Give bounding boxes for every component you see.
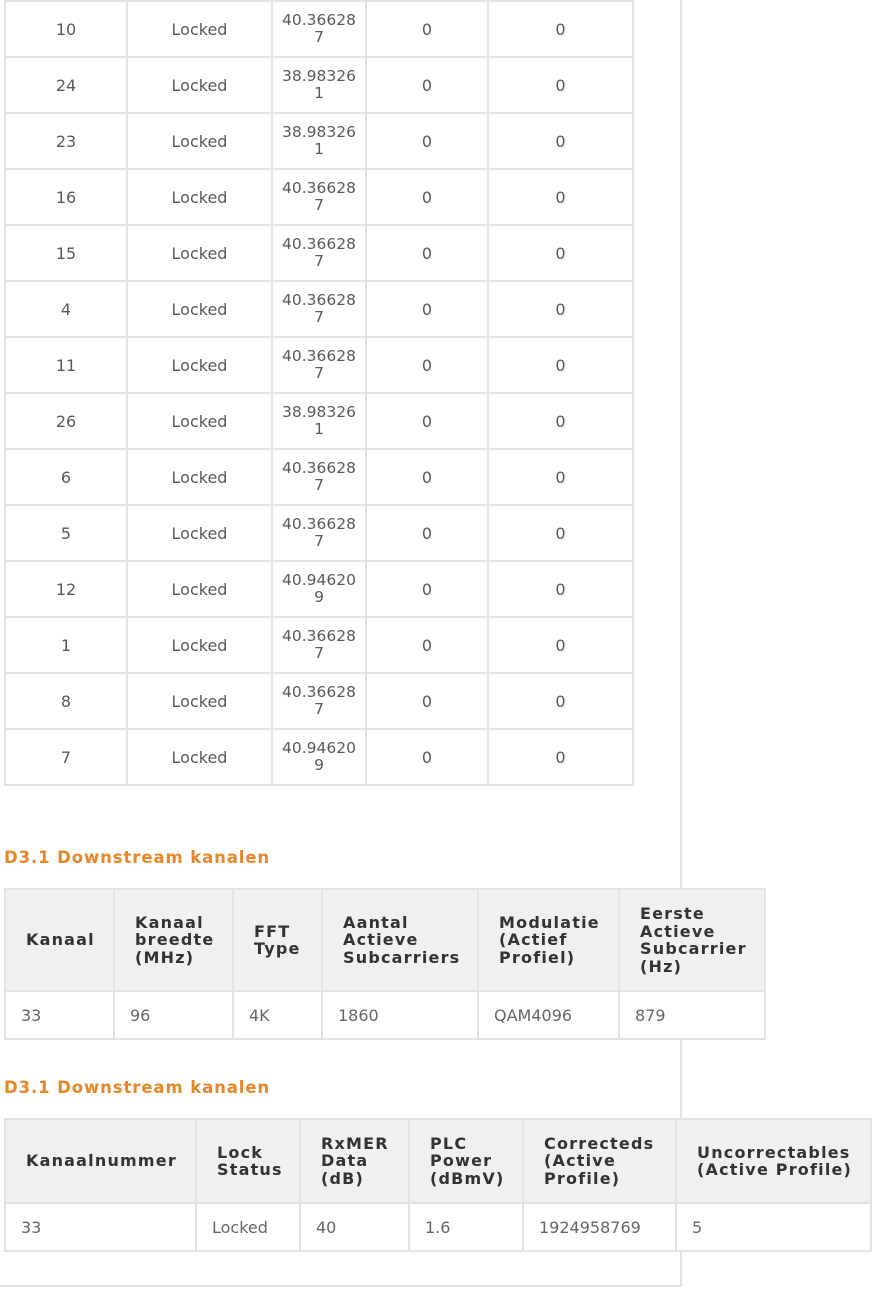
header-rxmer-data: RxMER Data (dB) [300, 1119, 409, 1203]
table-row [5, 113, 633, 169]
cell-lock-status: Locked [127, 169, 272, 225]
header-correcteds: Correcteds (Active Profile) [523, 1119, 676, 1203]
cell-plc-power: 1.6 [409, 1203, 523, 1251]
cell-channel: 15 [5, 225, 127, 281]
table-row [5, 169, 633, 225]
table-row [5, 617, 633, 673]
cell-rxmer-data: 40 [300, 1203, 409, 1251]
cell-channel: 10 [5, 1, 127, 57]
cell-uncorrectable: 0 [488, 449, 633, 505]
cell-corrected: 0 [366, 673, 488, 729]
cell-lock-status: Locked [127, 729, 272, 785]
cell-corrected: 0 [366, 617, 488, 673]
cell-corrected: 0 [366, 561, 488, 617]
cell-snr: 40.946209 [272, 729, 366, 785]
cell-modulatie: QAM4096 [478, 991, 619, 1039]
table-row [5, 729, 633, 785]
cell-uncorrectable: 0 [488, 393, 633, 449]
cell-kanaal: 33 [5, 991, 114, 1039]
cell-channel: 1 [5, 617, 127, 673]
header-plc-power: PLC Power (dBmV) [409, 1119, 523, 1203]
cell-snr: 40.946209 [272, 561, 366, 617]
channel-status-table [4, 0, 634, 786]
cell-lock-status: Locked [127, 1, 272, 57]
content-divider-vertical [680, 0, 682, 1287]
cell-uncorrectable: 0 [488, 561, 633, 617]
cell-channel: 4 [5, 281, 127, 337]
cell-snr: 40.366287 [272, 337, 366, 393]
cell-snr: 40.366287 [272, 617, 366, 673]
cell-channel: 6 [5, 449, 127, 505]
header-eerste-actieve-subcarrier: Eerste Actieve Subcarrier (Hz) [619, 889, 765, 991]
cell-channel: 24 [5, 57, 127, 113]
header-kanaal-breedte: Kanaal breedte (MHz) [114, 889, 233, 991]
d31-downstream-title-1: D3.1 Downstream kanalen [4, 848, 271, 867]
table-row [5, 449, 633, 505]
table-row [5, 337, 633, 393]
cell-uncorrectable: 0 [488, 225, 633, 281]
cell-lock-status: Locked [127, 673, 272, 729]
cell-channel: 5 [5, 505, 127, 561]
cell-uncorrectable: 0 [488, 57, 633, 113]
cell-uncorrectable: 0 [488, 673, 633, 729]
cell-channel: 12 [5, 561, 127, 617]
table-row [5, 673, 633, 729]
cell-channel: 8 [5, 673, 127, 729]
cell-snr: 40.366287 [272, 505, 366, 561]
cell-corrected: 0 [366, 169, 488, 225]
cell-kanaalnummer: 33 [5, 1203, 196, 1251]
cell-corrected: 0 [366, 281, 488, 337]
cell-lock-status: Locked [127, 225, 272, 281]
d31-downstream-status-table [4, 1118, 872, 1252]
d31-downstream-channels-table [4, 888, 766, 1040]
table-header-row [5, 889, 765, 991]
header-modulatie: Modulatie (Actief Profiel) [478, 889, 619, 991]
cell-snr: 40.366287 [272, 169, 366, 225]
cell-corrected: 0 [366, 449, 488, 505]
header-aantal-actieve-subcarriers: Aantal Actieve Subcarriers [322, 889, 478, 991]
cell-snr: 40.366287 [272, 673, 366, 729]
cell-kanaal-breedte: 96 [114, 991, 233, 1039]
cell-lock-status: Locked [127, 449, 272, 505]
cell-channel: 7 [5, 729, 127, 785]
cell-uncorrectable: 0 [488, 1, 633, 57]
table-row [5, 225, 633, 281]
cell-eerste-actieve-subcarrier: 879 [619, 991, 765, 1039]
cell-snr: 38.983261 [272, 113, 366, 169]
table-row [5, 561, 633, 617]
cell-lock-status: Locked [127, 57, 272, 113]
header-uncorrectables: Uncorrectables (Active Profile) [676, 1119, 871, 1203]
cell-lock-status: Locked [127, 561, 272, 617]
table-row [5, 393, 633, 449]
table-header-row [5, 1119, 871, 1203]
cell-channel: 26 [5, 393, 127, 449]
cell-lock-status: Locked [196, 1203, 300, 1251]
cell-correcteds: 1924958769 [523, 1203, 676, 1251]
header-kanaal: Kanaal [5, 889, 114, 991]
cell-lock-status: Locked [127, 113, 272, 169]
cell-uncorrectable: 0 [488, 337, 633, 393]
cell-corrected: 0 [366, 225, 488, 281]
cell-uncorrectables: 5 [676, 1203, 871, 1251]
header-fft-type: FFT Type [233, 889, 322, 991]
cell-uncorrectable: 0 [488, 281, 633, 337]
cell-channel: 16 [5, 169, 127, 225]
d31-downstream-title-2: D3.1 Downstream kanalen [4, 1078, 271, 1097]
cell-corrected: 0 [366, 113, 488, 169]
content-divider-horizontal [0, 1285, 682, 1287]
cell-snr: 40.366287 [272, 225, 366, 281]
cell-corrected: 0 [366, 337, 488, 393]
cell-corrected: 0 [366, 729, 488, 785]
cell-lock-status: Locked [127, 617, 272, 673]
table-row [5, 991, 765, 1039]
cell-snr: 40.366287 [272, 1, 366, 57]
cell-lock-status: Locked [127, 281, 272, 337]
table-row [5, 505, 633, 561]
cell-snr: 40.366287 [272, 449, 366, 505]
header-lock-status: Lock Status [196, 1119, 300, 1203]
cell-fft-type: 4K [233, 991, 322, 1039]
cell-snr: 38.983261 [272, 57, 366, 113]
table-row [5, 1, 633, 57]
cell-aantal-actieve-subcarriers: 1860 [322, 991, 478, 1039]
cell-uncorrectable: 0 [488, 617, 633, 673]
table-row [5, 57, 633, 113]
cell-corrected: 0 [366, 57, 488, 113]
cell-corrected: 0 [366, 393, 488, 449]
cell-uncorrectable: 0 [488, 169, 633, 225]
cell-snr: 40.366287 [272, 281, 366, 337]
cell-lock-status: Locked [127, 337, 272, 393]
cell-lock-status: Locked [127, 505, 272, 561]
table-row [5, 281, 633, 337]
cell-channel: 23 [5, 113, 127, 169]
cell-uncorrectable: 0 [488, 729, 633, 785]
cell-uncorrectable: 0 [488, 505, 633, 561]
cell-corrected: 0 [366, 505, 488, 561]
cell-channel: 11 [5, 337, 127, 393]
header-kanaalnummer: Kanaalnummer [5, 1119, 196, 1203]
cell-corrected: 0 [366, 1, 488, 57]
cell-snr: 38.983261 [272, 393, 366, 449]
cell-lock-status: Locked [127, 393, 272, 449]
cell-uncorrectable: 0 [488, 113, 633, 169]
table-row [5, 1203, 871, 1251]
